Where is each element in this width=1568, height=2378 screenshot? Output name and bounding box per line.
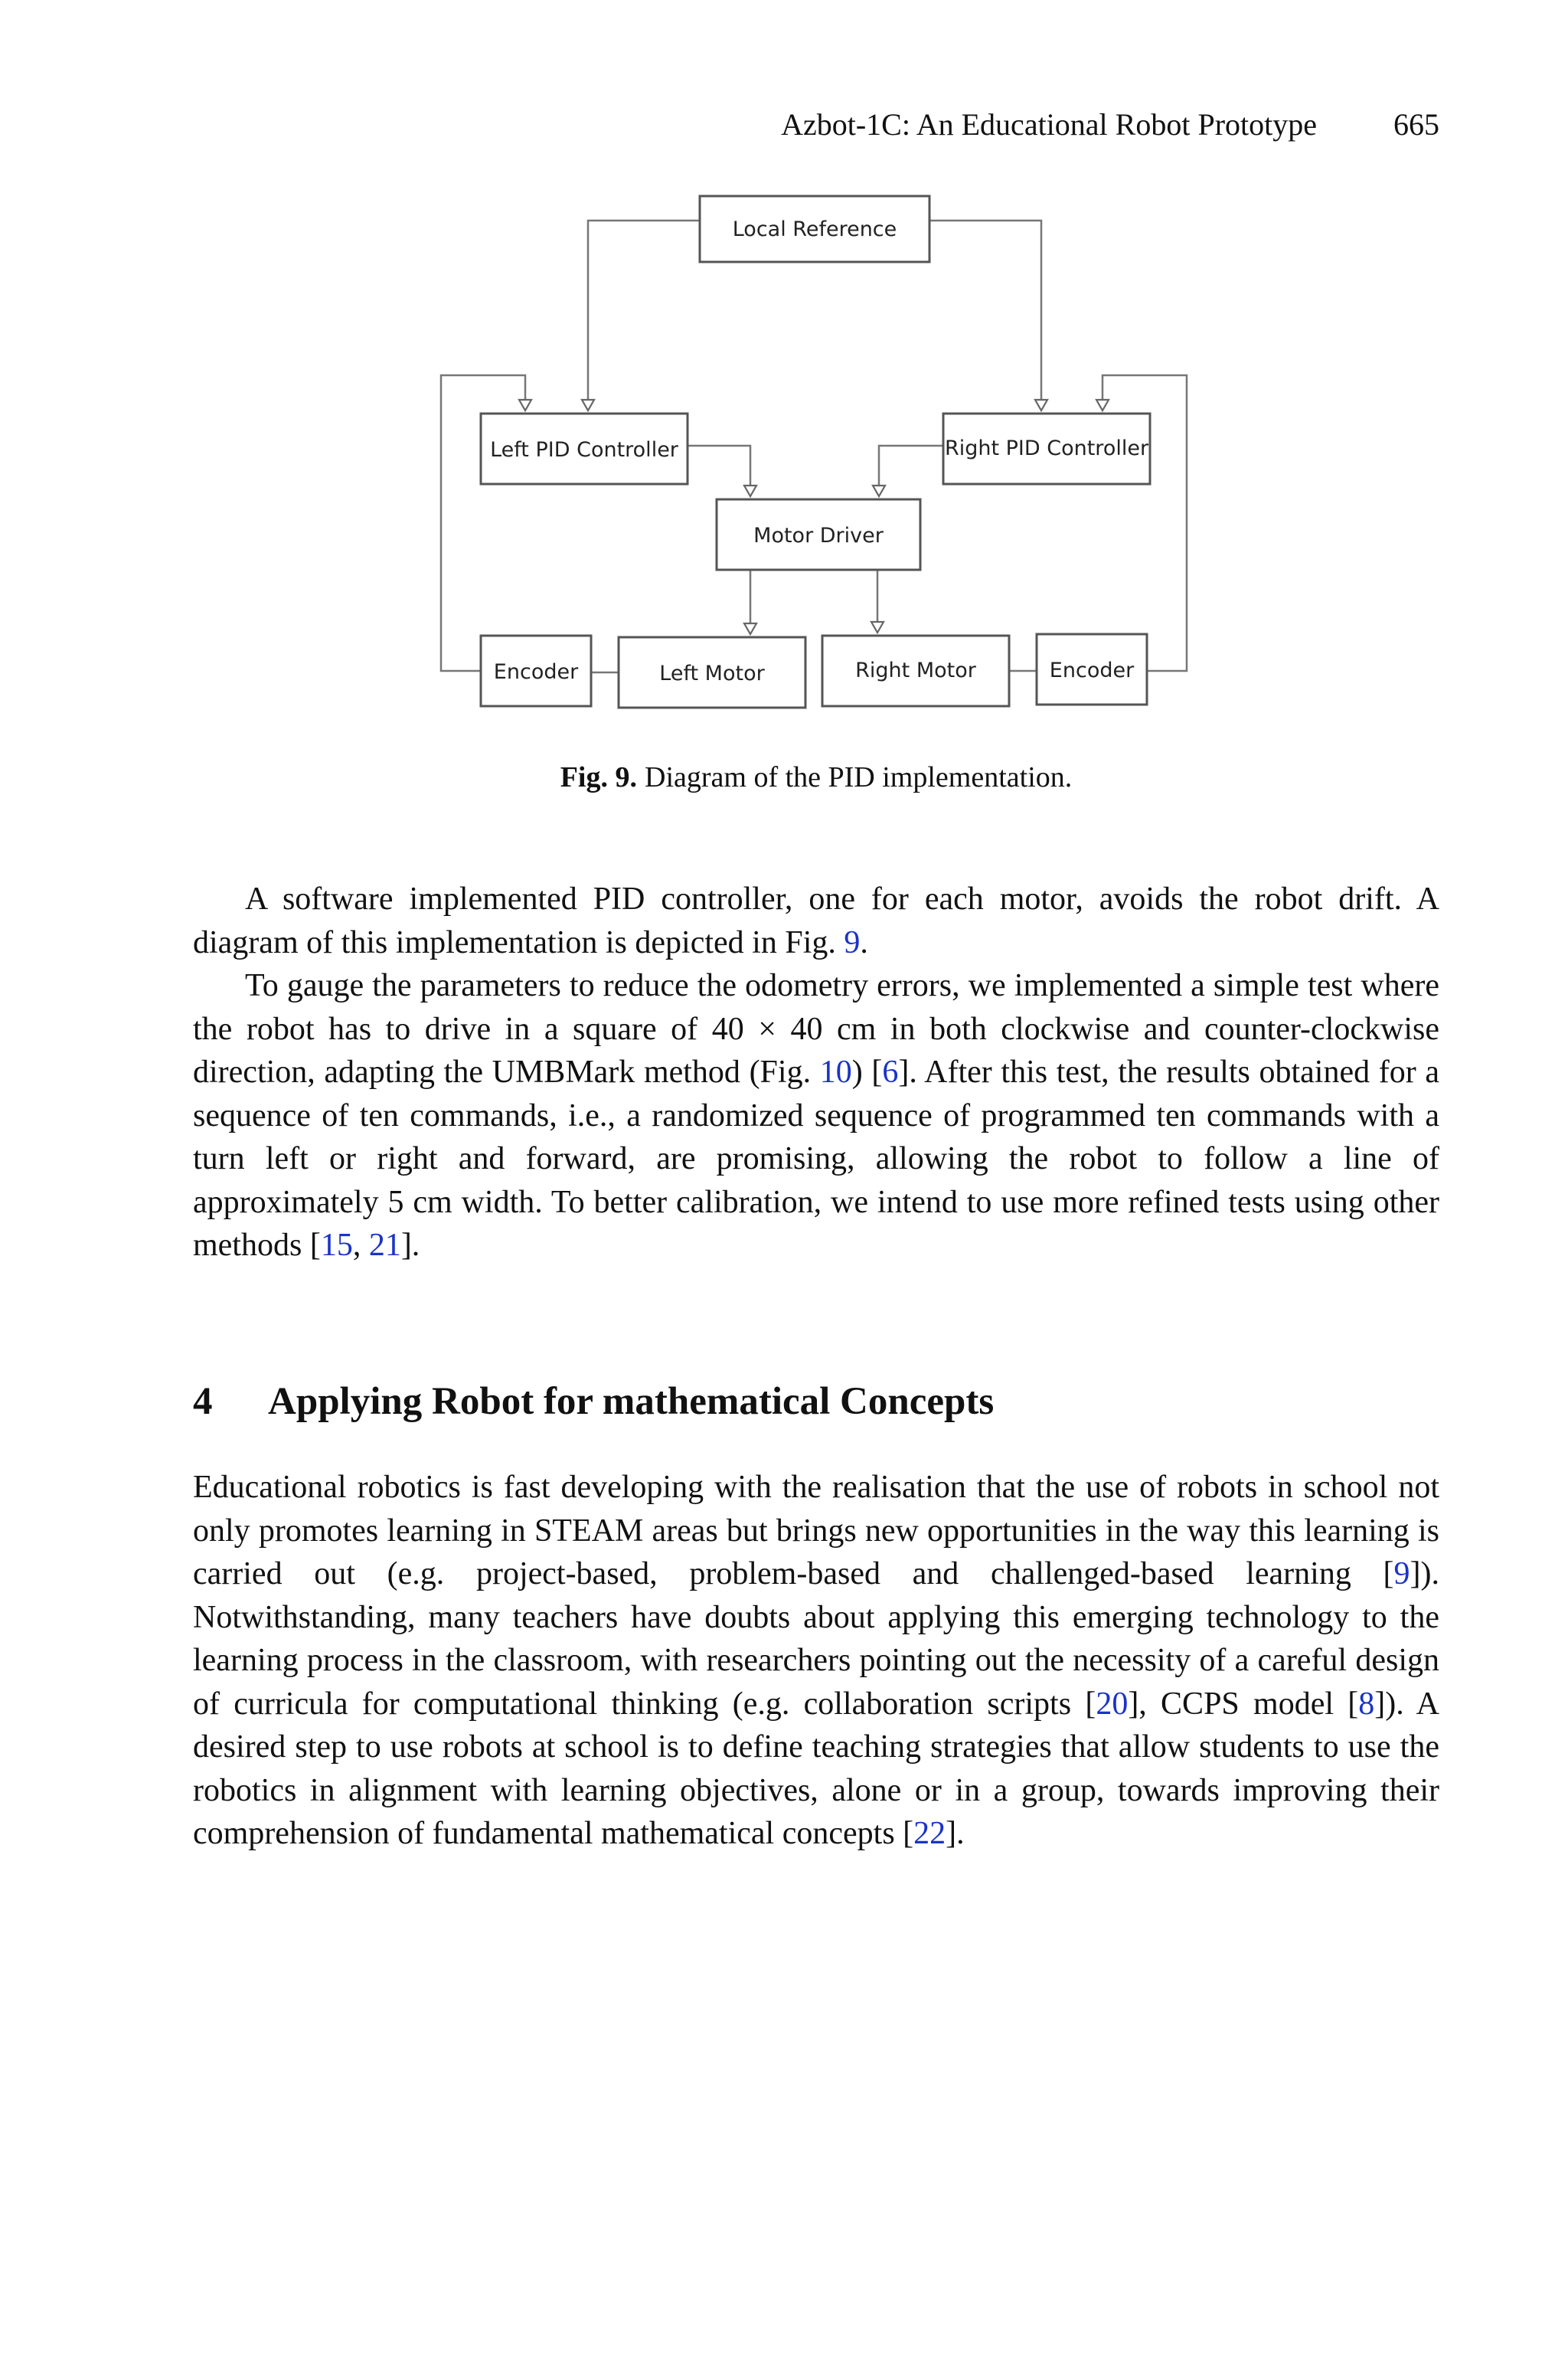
arrowhead-icon — [744, 486, 756, 496]
arrowhead-icon — [519, 400, 531, 411]
body-text-top — [193, 878, 1439, 1268]
figure-caption-text: Diagram of the PID implementation. — [645, 761, 1073, 793]
citation-link[interactable]: 8 — [1358, 1686, 1375, 1722]
arrowhead-icon — [873, 486, 885, 496]
paragraph-pid-overview: A software implemented PID controller, one for each motor, avoids the robot drift. A diagram of this implementation is depicted in Fig. 9. — [193, 882, 1439, 960]
left-pid-controller-box — [481, 414, 688, 484]
motor-driver-box — [717, 499, 920, 570]
left-motor-label: Left Motor — [659, 662, 765, 685]
figure-label: Fig. 9. — [560, 761, 637, 793]
citation-link[interactable]: 22 — [913, 1816, 946, 1851]
local-reference-box — [700, 196, 929, 262]
right-motor-label: Right Motor — [855, 659, 976, 682]
paragraph-odometry-test: To gauge the parameters to reduce the odometry errors, we implemented a simple test where the robot has to drive in a square of 40 × 40 cm in both clockwise and counter-clockwise direction, adapting the UMBMark method (Fig. 10) [6]. After this test, the results obtained for a sequence of ten commands, i.e., a randomized sequence of programmed ten commands with a turn left or right and forward, are promising, allowing the robot to follow a line of approximately 5 cm width. To better calibration, we intend to use more refined tests using other methods [15, 21]. — [193, 968, 1439, 1263]
motor-driver-label: Motor Driver — [753, 524, 884, 548]
page-number: 665 — [1393, 107, 1439, 142]
section-title: Applying Robot for mathematical Concepts — [268, 1380, 995, 1423]
wire-right-pid-to-driver — [879, 446, 943, 486]
wire-ref-to-right-pid — [929, 221, 1041, 400]
citation-link[interactable]: 21 — [368, 1228, 401, 1263]
right-encoder-label: Encoder — [1049, 659, 1135, 682]
right-motor-box — [822, 636, 1009, 706]
citation-link[interactable]: 20 — [1096, 1686, 1129, 1722]
right-encoder-box — [1037, 634, 1147, 705]
arrowhead-icon — [871, 622, 884, 633]
left-encoder-box — [481, 636, 591, 706]
left-pid-controller-label: Left PID Controller — [490, 438, 678, 462]
wire-ref-to-left-pid — [588, 221, 700, 400]
running-title: Azbot-1C: An Educational Robot Prototype — [781, 107, 1317, 142]
left-motor-box — [619, 637, 805, 708]
left-encoder-label: Encoder — [493, 660, 579, 684]
arrowhead-icon — [582, 400, 594, 411]
paragraph-educational-robotics: Educational robotics is fast developing with the realisation that the use of robots in school not only promotes learning in STEAM areas but brings new opportunities in the way this learning is carried out (e.g. project-based, problem-based and challenged-based learning [9]). Notwithstanding, many teachers have doubts about applying this emerging technology to the learning process in the classroom, with researchers pointing out the necessity of a careful design of curricula for computational thinking (e.g. collaboration scripts [20], CCPS model [8]). A desired step to use robots at school is to define teaching strategies that allow students to use the robotics in alignment with learning objectives, alone or in a group, towards improving their comprehension of fundamental mathematical concepts [22]. — [193, 1470, 1439, 1851]
citation-link[interactable]: 15 — [320, 1228, 353, 1263]
figure-reference-link[interactable]: 10 — [819, 1055, 852, 1090]
section-number: 4 — [193, 1380, 213, 1423]
pid-diagram — [0, 0, 1568, 766]
arrowhead-icon — [1096, 400, 1109, 411]
body-text-bottom — [193, 1466, 1439, 1856]
figure-caption — [193, 758, 1439, 796]
citation-link[interactable]: 9 — [1393, 1556, 1410, 1591]
right-pid-controller-label: Right PID Controller — [944, 437, 1149, 460]
arrowhead-icon — [744, 623, 756, 634]
local-reference-label: Local Reference — [732, 218, 897, 241]
right-pid-controller-box — [943, 414, 1150, 484]
wire-left-pid-to-driver — [688, 446, 750, 486]
section-heading — [193, 1377, 1439, 1426]
figure-reference-link[interactable]: 9 — [844, 924, 861, 960]
arrowhead-icon — [1035, 400, 1047, 411]
citation-link[interactable]: 6 — [882, 1055, 899, 1090]
